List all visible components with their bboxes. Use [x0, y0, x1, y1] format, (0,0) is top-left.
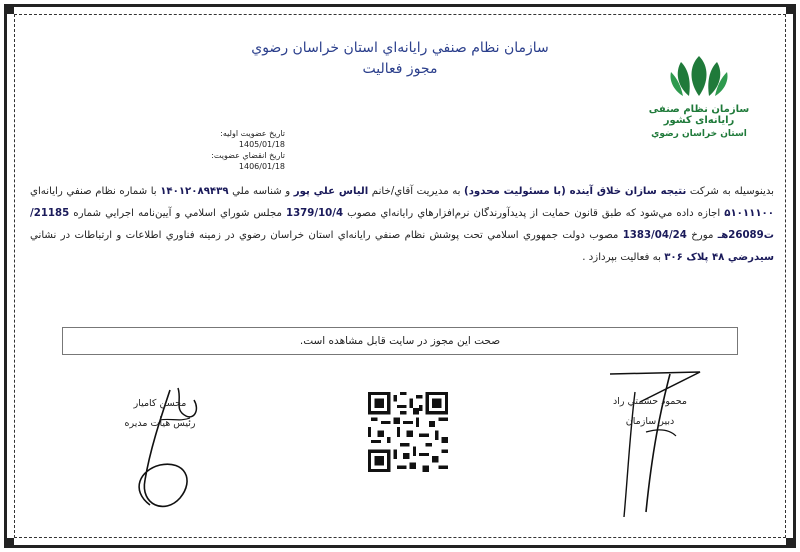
guild-number: ۵۱۰۱۱۱۰۰: [724, 208, 774, 219]
right-signatory-name: محمود حشمتي راد: [613, 396, 687, 407]
first-membership-label: تاريخ عضويت اوليه:: [220, 129, 285, 138]
verification-notice: صحت اين مجوز در سايت قابل مشاهده است.: [62, 327, 738, 355]
corner-ornament: [4, 538, 14, 548]
right-signatory-title: دبير سازمان: [625, 416, 675, 427]
business-address: سيدرضي ۴۸ پلاک ۳۰۶: [664, 252, 774, 263]
regulation-number: 21185/ت26089هـ: [30, 208, 774, 241]
national-id: ۱۴۰۱۲۰۸۹۴۳۹: [160, 186, 229, 197]
left-signatory-title: رئيس هيأت مديره: [124, 418, 196, 429]
regulation-date: 1383/04/24: [622, 230, 687, 241]
body-text-part: بدينوسيله به شركت: [686, 186, 775, 197]
body-text-part: با شماره نظام صنفي رايانه‌اي: [30, 186, 161, 197]
logo-province: استان خراسان رضوي: [651, 129, 747, 139]
body-text-part: به مديريت آقاي/خانم: [368, 186, 465, 197]
leaf-logo-icon: [667, 52, 731, 100]
body-text-part: مجلس شوراي اسلامي و آيين‌نامه اجرايي شماره: [69, 208, 286, 219]
first-membership-date: 1405/01/18: [238, 140, 285, 149]
body-text-part: اجازه داده مي‌شود كه طبق قانون حمايت از پديدآورندگان نرم‌افزارهاي رايانه‌اي مصوب: [343, 208, 725, 219]
corner-ornament: [786, 538, 796, 548]
organization-logo: [640, 52, 758, 139]
corner-ornament: [786, 4, 796, 14]
qr-code-icon: [368, 392, 448, 472]
license-body: [30, 181, 774, 269]
company-name: نتيجه سازان خلاق آينده (با مسئوليت محدود): [464, 186, 687, 197]
body-text-part: مورخ: [686, 230, 718, 241]
signature-right: [580, 362, 720, 522]
law-date: 1379/10/4: [286, 208, 344, 219]
organization-title: سازمان نظام صنفي رايانه‌اي استان خراسان رضوي: [251, 40, 549, 56]
document-title: مجوز فعاليت: [362, 61, 438, 77]
left-signatory-name: محسن كامیار: [133, 398, 187, 409]
body-text-part: مصوب دولت جمهوري اسلامي تحت پوشش نظام صنفي رايانه‌اي استان خراسان رضوي در زمينه فناوري اطلاعات و ارتباطات در نشاني: [30, 230, 623, 241]
expiry-date: 1406/01/18: [238, 162, 285, 171]
body-text-part: و شناسه ملي: [228, 186, 294, 197]
logo-caption: سازمان نظام صنفی رایانه‌ای کشور: [648, 104, 750, 126]
expiry-label: تاريخ انقضاي عضويت:: [211, 151, 285, 160]
membership-dates: [185, 128, 285, 172]
body-text-part: به فعاليت بپردازد .: [582, 252, 665, 263]
corner-ornament: [4, 4, 14, 14]
manager-name: الياس علي پور: [293, 186, 369, 197]
